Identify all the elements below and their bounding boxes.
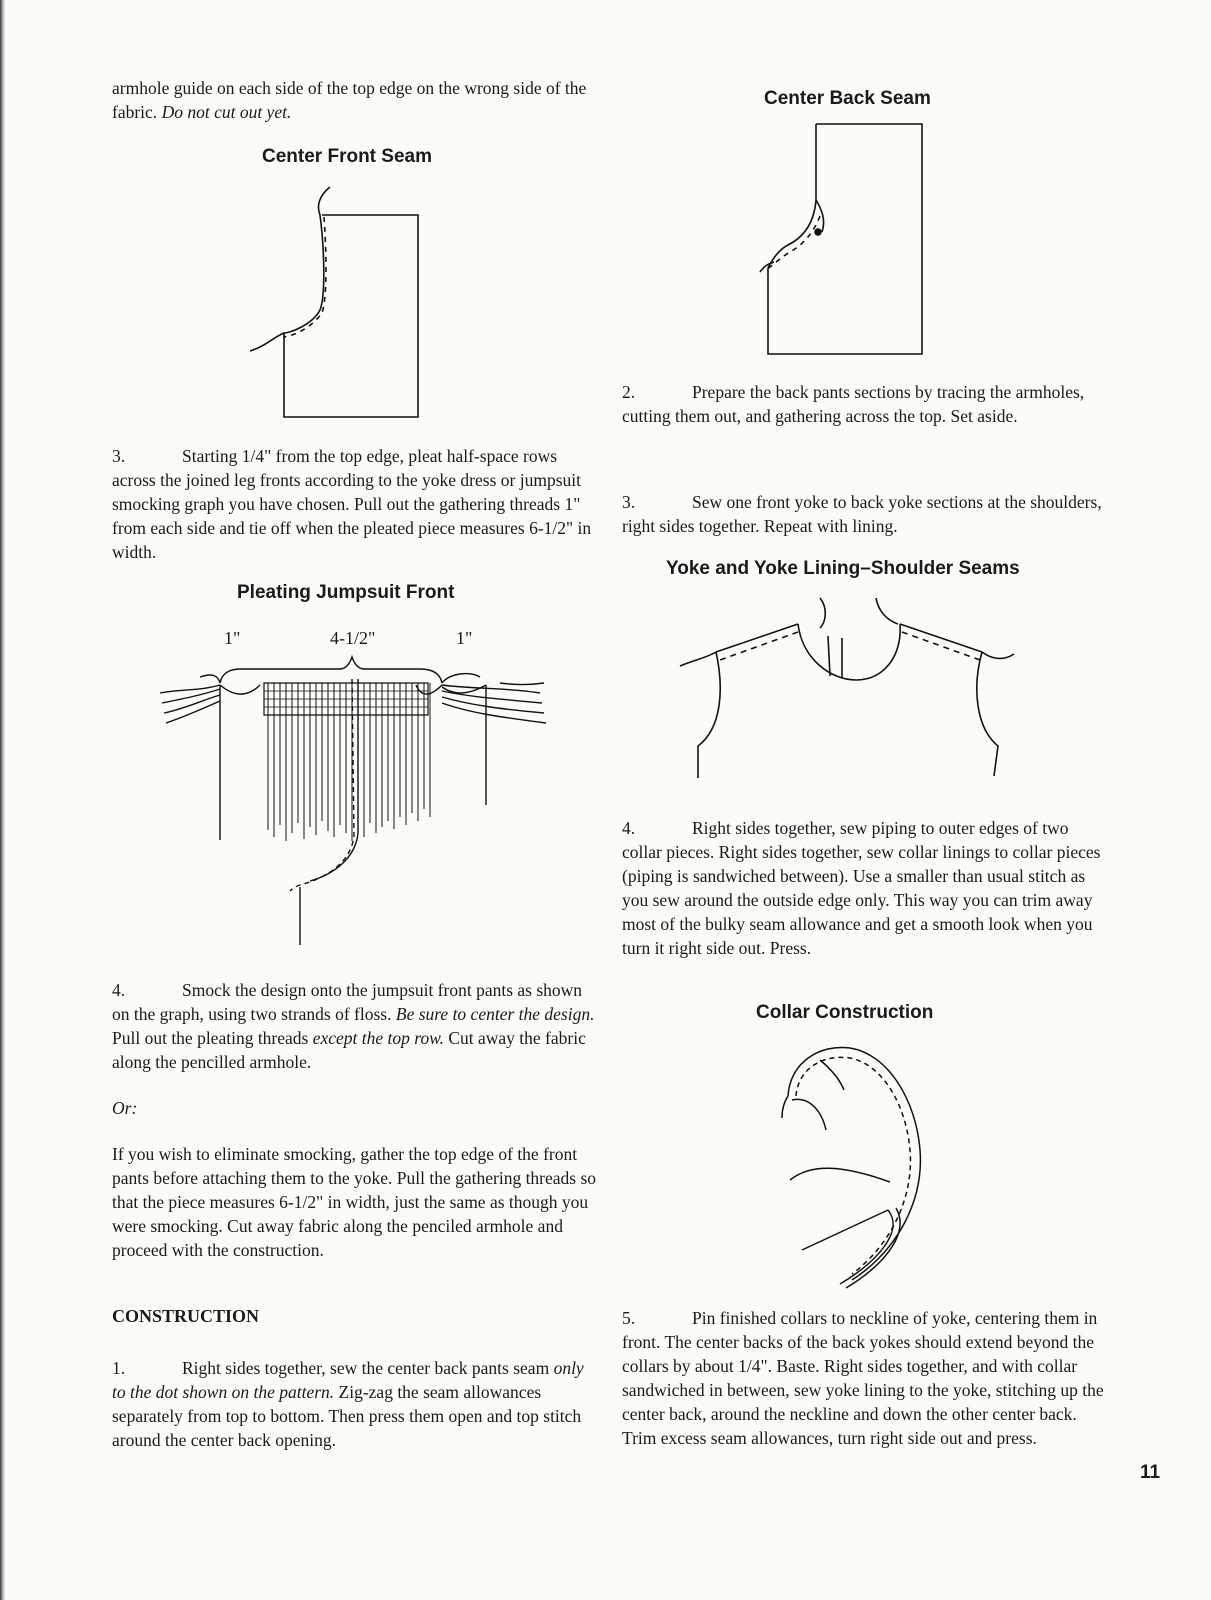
- alternative-paragraph: If you wish to eliminate smocking, gather the top edge of the front pants before attaching them to the yoke. Pull the gathering threads so that the piece measures 6-1/2" in width, just the same as though you were smocking. Cut away fabric along the penciled armhole and proceed with the construction.: [112, 1144, 597, 1260]
- yoke-shoulder-seams-diagram: [680, 598, 1020, 783]
- step-4-left: 4. Smock the design onto the jumpsuit front pants as shown on the graph, using two strands of floss. Be sure to center the design. Pull out the pleating threads except the top row. Cut away the fabric along the pencilled armhole.: [112, 980, 595, 1072]
- center-back-seam-title: Center Back Seam: [764, 88, 931, 109]
- page-scan-edge: [0, 0, 6, 1600]
- or-label: Or:: [112, 1098, 138, 1118]
- step-3-left: 3. Starting 1/4" from the top edge, pleat half-space rows across the joined leg fronts according to the yoke dress or jumpsuit smocking graph you have chosen. Pull out the gathering threads 1" from each side and tie off when the pleated piece measures 6-1/2" in width.: [112, 446, 592, 562]
- collar-construction-title: Collar Construction: [756, 1002, 934, 1023]
- step-1: 1. Right sides together, sew the center back pants seam only to the dot shown on the pattern. Zig-zag the seam allowances separately from top to bottom. Then press them open and top stitch around the center back opening.: [112, 1358, 584, 1450]
- center-front-seam-diagram: [240, 185, 430, 420]
- center-front-seam-title: Center Front Seam: [262, 146, 432, 167]
- yoke-shoulder-seams-title: Yoke and Yoke Lining–Shoulder Seams: [666, 558, 1020, 579]
- pleating-jumpsuit-front-title: Pleating Jumpsuit Front: [237, 582, 455, 603]
- construction-heading: CONSTRUCTION: [112, 1306, 260, 1326]
- step-3-right: 3. Sew one front yoke to back yoke sections at the shoulders, right sides together. Repeat with lining.: [622, 492, 1102, 536]
- intro-paragraph: armhole guide on each side of the top edge on the wrong side of the fabric. Do not cut out yet.: [112, 78, 587, 122]
- dimension-center: 4-1/2": [330, 628, 376, 648]
- dimension-left: 1": [224, 628, 241, 648]
- pleating-jumpsuit-front-diagram: [160, 655, 550, 950]
- dimension-right: 1": [456, 628, 473, 648]
- step-5-right: 5. Pin finished collars to neckline of yoke, centering them in front. The center backs of the back yokes should extend beyond the collars by about 1/4". Baste. Right sides together, and with collar sandwiched in between, sew yoke lining to the yoke, stitching up the center back, around the neckline and down the other center back. Trim excess seam allowances, turn right side out and press.: [622, 1308, 1104, 1448]
- page-number: 11: [1140, 1462, 1161, 1483]
- collar-construction-diagram: [780, 1040, 955, 1290]
- center-back-seam-diagram: [760, 120, 935, 360]
- step-2-right: 2. Prepare the back pants sections by tracing the armholes, cutting them out, and gathering across the top. Set aside.: [622, 382, 1085, 426]
- step-4-right: 4. Right sides together, sew piping to outer edges of two collar pieces. Right sides together, sew collar linings to collar pieces (piping is sandwiched between). Use a smaller than usual stitch as you sew around the outside edge only. This way you can trim away most of the bulky seam allowance and get a smooth look when you turn it right side out. Press.: [622, 818, 1101, 958]
